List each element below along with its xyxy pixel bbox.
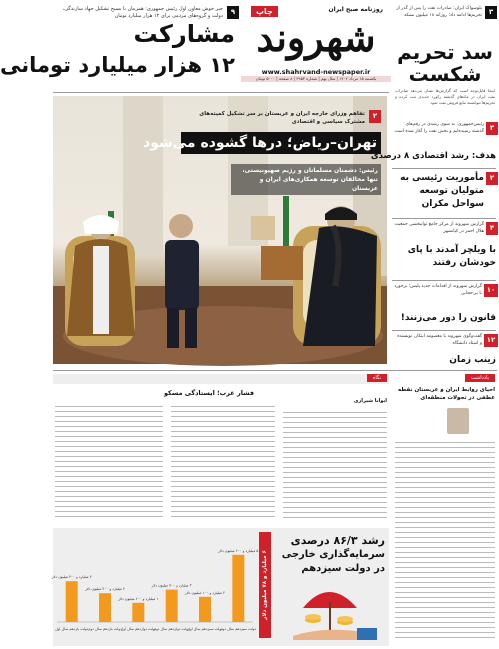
top-right-story[interactable] xyxy=(393,4,497,104)
masthead-subtitle: روزنامه صبح ایران xyxy=(328,6,383,13)
chart-bar xyxy=(199,597,211,622)
divider xyxy=(53,370,497,371)
author-byline: ایوانا شیرازی xyxy=(353,398,387,404)
top-left-story[interactable] xyxy=(0,4,239,88)
sidebar-item[interactable] xyxy=(390,170,498,214)
page-number-badge: ۱۲ xyxy=(484,334,498,347)
story-headline-line2: شکست xyxy=(408,62,482,86)
infographic-headline-line3: در دولت سیزدهم xyxy=(301,563,385,574)
logo: شهروند xyxy=(256,15,376,60)
divider xyxy=(392,218,496,219)
sidebar-title: قانون را دور می‌زنند! xyxy=(400,313,496,323)
bar-chart xyxy=(51,530,259,646)
author-photo xyxy=(447,408,469,434)
dateline: یکشنبه ۱۵ مرداد ۱۴۰۲ | سال نهم | شماره ۲۹۵۳ | ۸ صفحه | ۵۰۰۰ تومان xyxy=(241,76,391,82)
page-number-badge: ۲ xyxy=(486,172,498,185)
divider xyxy=(392,280,496,281)
sidebar-item[interactable] xyxy=(390,332,498,368)
chart-value-label: ۲ میلیارد و ۴۰۰ میلیون دلار xyxy=(84,587,126,592)
story-headline: مشارکت xyxy=(133,20,235,48)
lower-article[interactable] xyxy=(53,374,389,524)
vertical-label-text: ۶ میلیارد و ۷۸ میلیون دلار xyxy=(262,550,268,620)
sidebar-item[interactable] xyxy=(370,120,498,166)
story-body: اینجا قابل‌توجه است که گزارش‌ها نشان می‌دهد صادرات نفت ایران در ماه‌های گذشته رکورد جدیدی ثبت کرده و تحریم‌ها نتوانسته مانع فروش نفت شود xyxy=(395,88,495,105)
lower-headline: فشار غرب؛ ایستادگی مسکو xyxy=(163,389,255,397)
page-number-badge: ۲ xyxy=(369,110,381,123)
chart-bar xyxy=(66,581,78,622)
sidebar-kicker: گزارش شهروند از اقدامات جدید پلیس؛ برخورد با بی‌حجابی xyxy=(394,284,482,296)
chart-category-label: دولت سیزدهم سال اول xyxy=(187,627,223,631)
opinion-text xyxy=(395,438,495,638)
chart-value-label: ۳ میلیارد و ۴۰۰ میلیون دلار xyxy=(51,575,92,580)
main-subhead-text: رئیس: دشمنان مسلمانان و رژیم صهیونیستی، تنها مخالفان توسعه همکاری‌های ایران و عربستان xyxy=(231,164,381,195)
divider xyxy=(53,92,389,93)
vertical-label xyxy=(259,532,271,638)
story-kicker: بلوسواک ایران: صادرات نفت را پس از گذر از تحریم‌ها ادامه داد؛ روزانه ۱۸ میلیون بشکه xyxy=(396,6,482,18)
sidebar-title: زینب زمان xyxy=(449,355,496,365)
opinion-tag: یادداشت xyxy=(465,374,495,382)
divider xyxy=(392,330,496,331)
chart-category-label: دولت یازدهم سال دوم xyxy=(88,627,122,631)
chart-value-label: ۵ میلیارد و ۶۰۰ میلیون دلار xyxy=(218,548,259,553)
main-headline: تهران–ریاض؛ درها گشوده می‌شود xyxy=(181,132,381,154)
chart-category-label: دولت دوازدهم سال اول xyxy=(120,627,157,631)
sidebar-item[interactable] xyxy=(390,220,498,278)
divider xyxy=(392,168,496,169)
chart-bar xyxy=(166,590,178,622)
story-headline-line2: ۱۲ هزار میلیارد تومانی xyxy=(0,53,235,77)
sidebar-kicker: رئیس‌جمهوری: به سوی رشدی در رقم‌های گذشته رسیده‌ایم و بخش نفت را آغاز شده است xyxy=(394,122,484,134)
sidebar-item[interactable] xyxy=(390,282,498,328)
chart-bar xyxy=(99,593,111,622)
masthead xyxy=(241,4,391,84)
edition-tag: چاپ xyxy=(251,6,278,17)
chart-category-label: دولت یازدهم سال اول xyxy=(55,627,89,631)
article-column xyxy=(283,408,387,520)
chart-value-label: ۱ میلیارد و ۶۰۰ میلیون دلار xyxy=(118,596,159,601)
main-subhead xyxy=(231,164,381,195)
chart-bar xyxy=(132,603,144,622)
chart-value-label: ۲ میلیارد و ۷۰۰ میلیون دلار xyxy=(151,583,192,588)
chart-bar xyxy=(232,555,244,622)
infographic-headline: رشد ۸۶/۳ درصدی xyxy=(290,534,385,547)
page-number-badge: ۳ xyxy=(486,122,498,135)
chart-category-label: دولت سیزدهم سال دوم xyxy=(220,627,257,631)
opinion-title: احیای روابط ایران و عربستان نقطه عطفی در تحولات منطقه‌ای xyxy=(397,387,495,401)
article-column xyxy=(55,402,163,520)
sidebar-kicker: گزارش شهروند از مرکز جامع توانبخشی جمعیت هلال احمر در کیانشهر xyxy=(394,222,484,234)
main-photo xyxy=(53,96,387,364)
chart-category-label: دولت دوازدهم سال دوم xyxy=(153,627,190,631)
section-tag-label: نگاه xyxy=(367,374,387,382)
main-kicker: تفاهم وزرای خارجه ایران و عربستان بر سر تشکیل کمیته‌های مشترک سیاسی و اقتصادی xyxy=(199,111,365,125)
article-column xyxy=(171,402,275,520)
chart-value-label: ۲ میلیارد و ۱۰۰ میلیون دلار xyxy=(184,590,226,595)
investment-illustration xyxy=(283,580,383,642)
sidebar-kicker: گفت‌وگوی شهروند با معصومه ابتکار، نویسنده و استاد دانشگاه xyxy=(397,334,482,346)
page-number-badge: ۹ xyxy=(227,6,239,19)
opinion-box[interactable] xyxy=(393,374,497,644)
page-number-badge: ۴ xyxy=(486,222,498,235)
story-headline: سد تحریم xyxy=(397,40,493,64)
page-number-badge: ۱۰ xyxy=(484,284,498,297)
section-tag xyxy=(53,374,389,384)
site-url[interactable]: www.shahrvand-newspaper.ir xyxy=(261,68,371,76)
infographic xyxy=(53,528,389,646)
infographic-headline-line2: سرمایه‌گذاری خارجی xyxy=(281,549,385,560)
sidebar-title: با ویلچر آمدند با پای خودشان رفتند xyxy=(407,245,496,268)
sidebar-title: هدف: رشد اقتصادی ۸ درصدی xyxy=(370,151,496,161)
sidebar xyxy=(370,106,498,368)
sidebar-title: مأموریت رئیسی به متولیان توسعه سواحل مکران xyxy=(400,173,484,209)
story-kicker: خبر خوش معاون اول رئیس جمهوری: همزمان با بسیج تشکیل جهاد سازندگی، دولت و گروه‌های مردمی برای ۱۲ هزار میلیارد تومان xyxy=(62,6,223,19)
page-number-badge: ۳ xyxy=(485,6,497,19)
